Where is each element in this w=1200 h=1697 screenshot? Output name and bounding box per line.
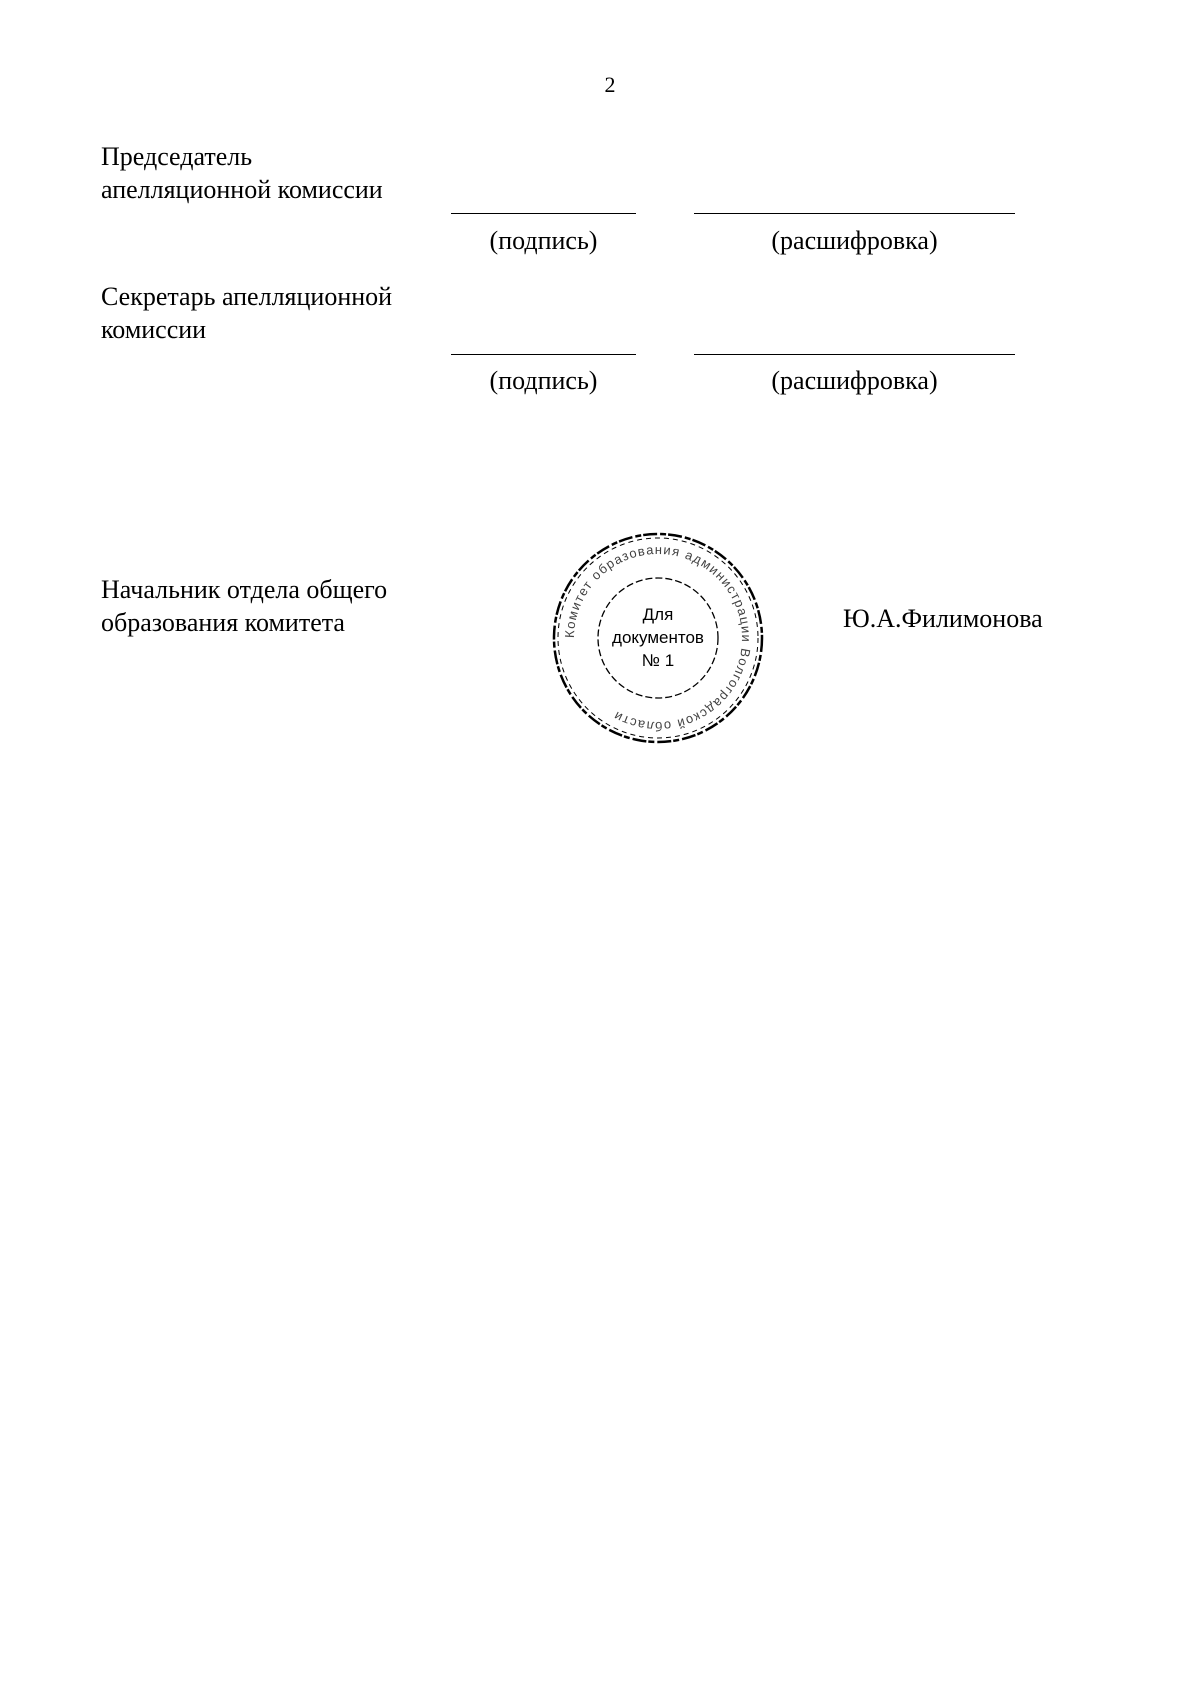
stamp-text-line1: Для [642, 605, 674, 624]
secretary-title [101, 280, 392, 346]
stamp-text-line2: документов [612, 628, 704, 647]
chairman-decoding-line [694, 213, 1015, 214]
secretary-decoding-line [694, 354, 1015, 355]
head-name: Ю.А.Филимонова [843, 604, 1043, 633]
chairman-decoding-caption: (расшифровка) [771, 226, 938, 255]
secretary-title-line2: комиссии [101, 315, 207, 344]
head-title-line1: Начальник отдела общего [101, 575, 388, 604]
chairman-signature-caption: (подпись) [489, 226, 598, 255]
official-stamp [548, 528, 768, 748]
head-title-line2: образования комитета [101, 608, 345, 637]
chairman-signature-line [451, 213, 636, 214]
secretary-title-line1: Секретарь апелляционной [101, 282, 393, 311]
secretary-signature-caption: (подпись) [489, 366, 598, 395]
chairman-title [101, 140, 383, 206]
head-title [101, 573, 387, 639]
chairman-title-line1: Председатель [101, 142, 253, 171]
stamp-ring-text: Комитет образования администрации Волгоградской области [561, 541, 755, 735]
secretary-decoding-caption: (расшифровка) [771, 366, 938, 395]
page-number: 2 [604, 72, 616, 97]
secretary-signature-line [451, 354, 636, 355]
stamp-text-line3: № 1 [641, 651, 675, 670]
chairman-title-line2: апелляционной комиссии [101, 175, 383, 204]
